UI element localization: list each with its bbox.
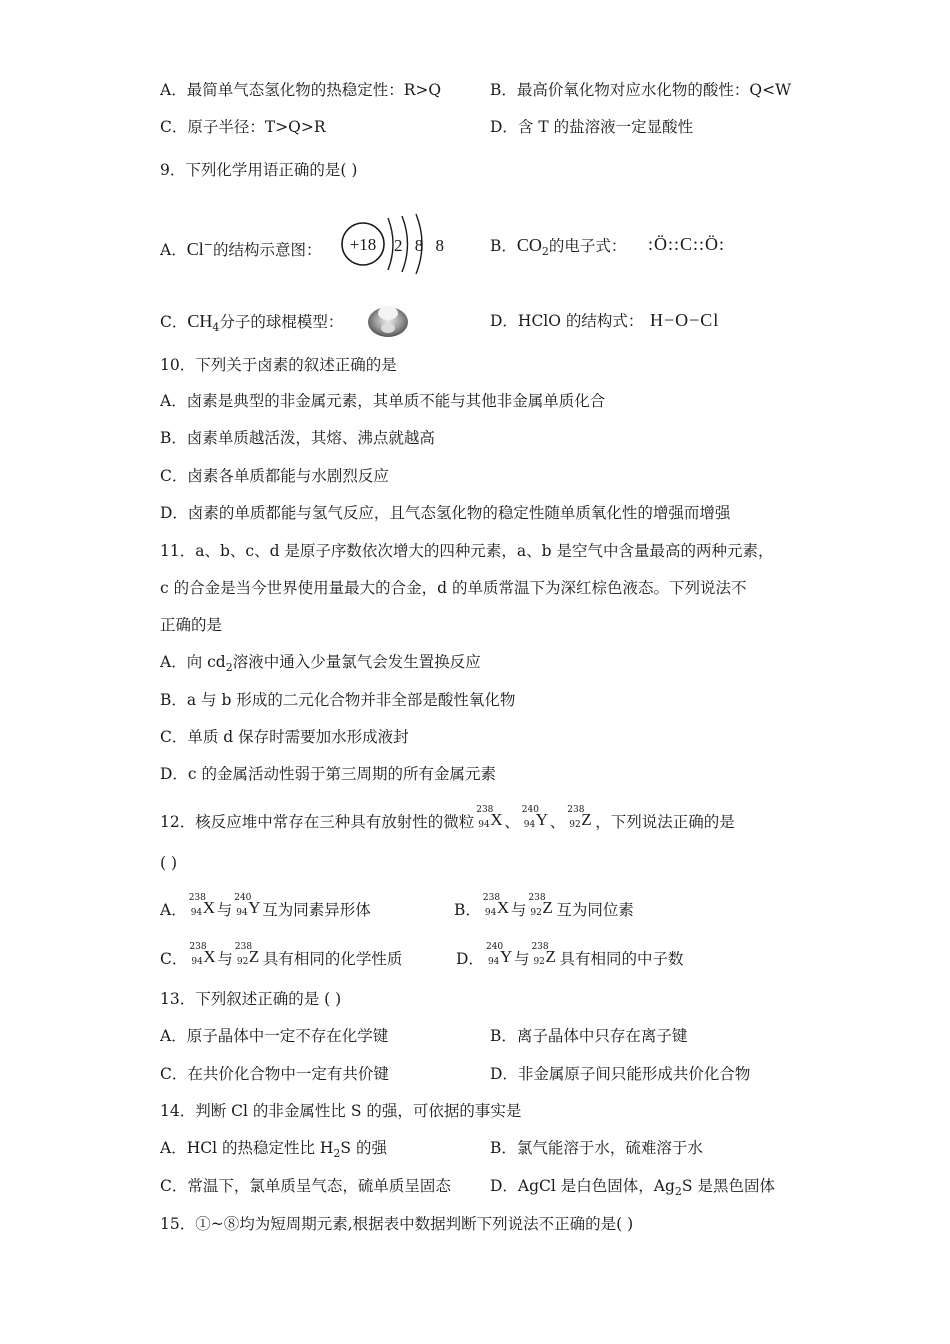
q12-stem-post: ，下列说法正确的是 xyxy=(595,813,735,831)
q9-a-charge: − xyxy=(203,238,213,251)
q14-option-c: C．常温下，氯单质呈气态，硫单质呈固态 xyxy=(160,1177,451,1195)
q9-a-text: 的结构示意图： xyxy=(212,241,322,259)
q9-b-text: 的电子式： xyxy=(548,237,627,255)
q8-option-b: B．最高价氧化物对应水化物的酸性：Q<W xyxy=(490,81,792,99)
q13-option-c: C．在共价化合物中一定有共价键 xyxy=(160,1065,389,1083)
q9-stem: 9．下列化学用语正确的是( ) xyxy=(160,161,358,179)
nuclide-y: 240 94 Y xyxy=(234,893,261,918)
q12-stem-pre: 12．核反应堆中常存在三种具有放射性的微粒 xyxy=(160,813,475,831)
nuclide-z: 238 92 Z xyxy=(234,942,260,967)
q10-option-b: B．卤素单质越活泼，其熔、沸点就越高 xyxy=(160,429,435,447)
q9-c-sub: 4 xyxy=(212,321,220,334)
q11-a-pre: A．向 cd xyxy=(160,653,226,671)
q13-stem: 13．下列叙述正确的是 ( ) xyxy=(160,990,342,1008)
q10-stem: 10．下列关于卤素的叙述正确的是 xyxy=(160,356,397,374)
q14-option-a: A．HCl 的热稳定性比 $H_2S$ 的强 xyxy=(160,1139,387,1160)
q12-option-d: D． 240 94 Y 与 238 92 Z 具有相同的中子数 xyxy=(456,942,684,968)
nuclide-y: 240 94 Y xyxy=(485,942,513,967)
q9-option-b xyxy=(490,235,626,262)
q13-option-d: D．非金属原子间只能形成共价化合物 xyxy=(490,1065,751,1083)
nuclide-z: 238 92 Z xyxy=(567,805,592,830)
hclo-structural-formula: H−O−Cl xyxy=(650,310,720,330)
q11-stem-line1: 11．a、b、c、d 是原子序数依次增大的四种元素，a、b 是空气中含量最高的两种元素， xyxy=(160,542,774,560)
nucleus-charge: +18 xyxy=(349,235,377,254)
q11-option-a xyxy=(160,652,481,678)
nuclide-y: 240 94 Y xyxy=(521,805,549,830)
electron-shells: 2 8 8 xyxy=(394,236,448,255)
q11-a-post: 溶液中通入少量氯气会发生置换反应 xyxy=(232,653,481,671)
q9-c-formula: CH xyxy=(187,311,213,331)
q9-a-label: A． xyxy=(160,241,187,259)
q9-a-ion: Cl xyxy=(186,239,204,259)
q8-option-a: A．最简单气态氢化物的热稳定性：R>Q xyxy=(160,81,442,99)
q11-stem-line3: 正确的是 xyxy=(160,616,223,634)
chloride-ion-structure-diagram xyxy=(338,212,448,276)
nuclide-x: 238 94 X xyxy=(482,893,510,918)
q9-option-d xyxy=(490,311,643,331)
q15-stem: 15．①~⑧均为短周期元素,根据表中数据判断下列说法不正确的是( ) xyxy=(160,1215,634,1233)
q11-stem-line2: c 的合金是当今世界使用量最大的合金，d 的单质常温下为深红棕色液态。下列说法不 xyxy=(160,579,747,597)
q9-b-sub: 2 xyxy=(541,245,549,258)
q12-answer-paren: ( ) xyxy=(160,854,178,872)
q10-option-d: D．卤素的单质都能与氢气反应，且气态氢化物的稳定性随单质氧化性的增强而增强 xyxy=(160,504,731,522)
q12-option-b: B． 238 94 X 与 238 92 Z 互为同位素 xyxy=(454,893,634,919)
q11-option-d: D．c 的金属活动性弱于第三周期的所有金属元素 xyxy=(160,765,497,783)
q12-stem: 12．核反应堆中常存在三种具有放射性的微粒 238 94 X 、 240 94 Y 、 238 92 Z ，下列说法正确的是 xyxy=(160,805,735,831)
q9-d-label: D．HClO 的结构式： xyxy=(490,312,644,330)
nuclide-x: 238 94 X xyxy=(189,942,216,967)
q9-b-formula: CO xyxy=(516,235,542,255)
q11-option-c: C．单质 d 保存时需要加水形成液封 xyxy=(160,728,409,746)
q9-c-text: 分子的球棍模型： xyxy=(219,313,344,331)
q13-option-a: A．原子晶体中一定不存在化学键 xyxy=(160,1027,389,1045)
q13-option-b: B．离子晶体中只存在离子键 xyxy=(490,1027,688,1045)
q9-option-a xyxy=(160,235,321,260)
q11-option-b: B．a 与 b 形成的二元化合物并非全部是酸性氧化物 xyxy=(160,691,516,709)
q10-option-c: C．卤素各单质都能与水剧烈反应 xyxy=(160,467,389,485)
nuclide-x: 238 94 X xyxy=(188,893,215,918)
q9-c-label: C． xyxy=(160,313,188,331)
nuclide-z: 238 92 Z xyxy=(528,893,553,918)
nuclide-z: 238 92 Z xyxy=(531,942,556,967)
ch4-ball-stick-model-image xyxy=(365,300,411,340)
q10-option-a: A．卤素是典型的非金属元素，其单质不能与其他非金属单质化合 xyxy=(160,392,606,410)
q9-b-label: B． xyxy=(490,237,517,255)
q11-a-sub: 2 xyxy=(225,661,233,674)
q9-option-c xyxy=(160,311,343,338)
co2-electron-formula: :Ö::C::Ö: xyxy=(648,234,726,254)
q8-option-d: D．含 T 的盐溶液一定显酸性 xyxy=(490,118,694,136)
q12-option-c: C． 238 94 X 与 238 92 Z 具有相同的化学性质 xyxy=(160,942,403,968)
nuclide-x: 238 94 X xyxy=(476,805,503,830)
q12-option-a: A． 238 94 X 与 240 94 Y 互为同素异形体 xyxy=(160,893,371,919)
q14-option-d: D．AgCl 是白色固体，$Ag_2S$ 是黑色固体 xyxy=(490,1177,775,1198)
q14-option-b: B．氯气能溶于水，硫难溶于水 xyxy=(490,1139,703,1157)
q14-stem: 14．判断 Cl 的非金属性比 S 的强，可依据的事实是 xyxy=(160,1102,522,1120)
q8-option-c: C．原子半径：T>Q>R xyxy=(160,118,326,136)
